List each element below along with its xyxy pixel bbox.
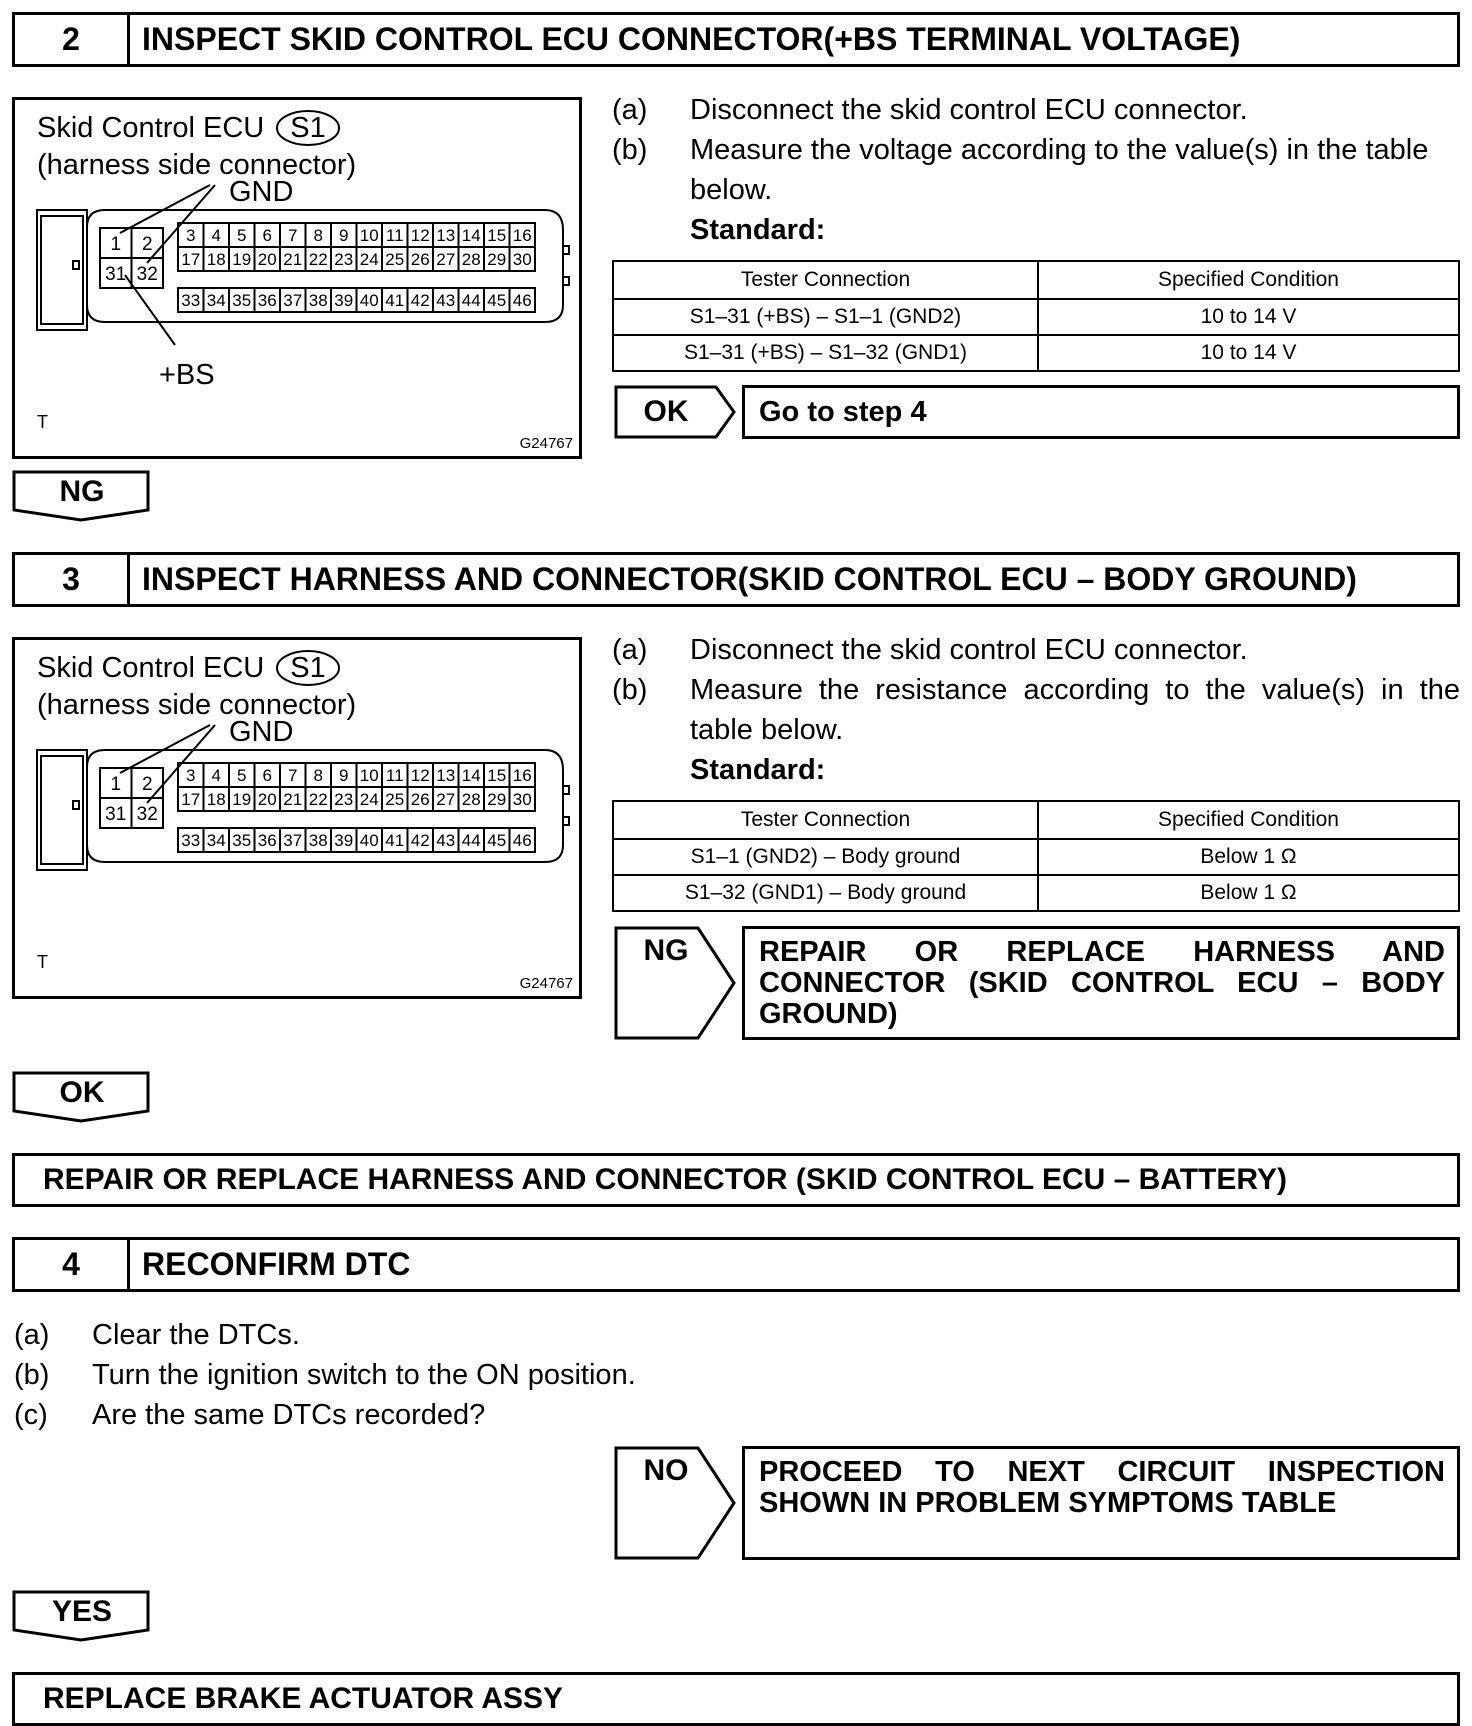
pin-number: 32 (136, 804, 158, 825)
pin-number: 28 (461, 250, 481, 269)
table-cell: 10 to 14 V (1038, 299, 1459, 335)
instruction-b (612, 670, 1460, 710)
pin-number: 19 (232, 790, 252, 809)
pin-number: 10 (359, 226, 379, 245)
pin-number: 6 (262, 766, 272, 785)
pin-number: 18 (206, 250, 226, 269)
table-header: Tester Connection (613, 801, 1038, 839)
pin-number: 39 (334, 291, 354, 310)
table-header-row (613, 261, 1459, 299)
table-cell: Below 1 Ω (1038, 875, 1459, 911)
step3-instructions (612, 630, 1460, 790)
step-title: INSPECT HARNESS AND CONNECTOR(SKID CONTROL ECU – BODY GROUND) (142, 561, 1357, 597)
figure-title: Skid Control ECU (37, 652, 265, 684)
connector-diagram (15, 175, 575, 425)
pin-number: 26 (410, 250, 430, 269)
table-cell: S1–1 (GND2) – Body ground (613, 839, 1038, 875)
pin-number: 6 (262, 226, 272, 245)
pin-number: 34 (206, 831, 226, 850)
pin-number: 38 (308, 291, 328, 310)
table-cell: Below 1 Ω (1038, 839, 1459, 875)
step3-ok-action: REPAIR OR REPLACE HARNESS AND CONNECTOR (SKID CONTROL ECU – BATTERY) (12, 1153, 1460, 1207)
pin-number: 24 (359, 250, 379, 269)
pin-number: 35 (232, 831, 252, 850)
step-title: INSPECT SKID CONTROL ECU CONNECTOR(+BS TERMINAL VOLTAGE) (142, 21, 1241, 57)
no-action-line: SHOWN IN PROBLEM SYMPTOMS TABLE (759, 1487, 1337, 1519)
step4-instructions (14, 1315, 914, 1435)
table-header-row (613, 801, 1459, 839)
pin-number: 30 (512, 250, 532, 269)
corner-mark: T (37, 952, 48, 972)
pin-number: 38 (308, 831, 328, 850)
pin-number: 37 (283, 291, 303, 310)
pin-number: 36 (257, 291, 277, 310)
pin-number: 44 (461, 291, 481, 310)
pin-number: 42 (410, 831, 430, 850)
pin-number: 17 (181, 790, 201, 809)
pin-number: 29 (487, 790, 507, 809)
pin-number: 22 (308, 250, 328, 269)
pin-number: 17 (181, 250, 201, 269)
step-number: 2 (15, 15, 130, 64)
pin-number: 42 (410, 291, 430, 310)
ng-action (742, 926, 1460, 1040)
instruction-label: (a) (612, 94, 648, 126)
pin-number: 33 (181, 291, 201, 310)
figure-title: Skid Control ECU (37, 112, 265, 144)
figure-subtitle: (harness side connector) (37, 689, 357, 721)
instruction-text: Measure the resistance according to the value(s) in the (690, 674, 1460, 706)
pin-number: 37 (283, 831, 303, 850)
pin-number: 14 (461, 226, 481, 245)
pin-number: 1 (110, 234, 122, 255)
pin-number: 4 (211, 766, 221, 785)
pin-number: 10 (359, 766, 379, 785)
standard-label: Standard: (690, 754, 826, 786)
instruction-a (14, 1315, 914, 1355)
pin-number: 18 (206, 790, 226, 809)
instruction-label: (a) (612, 634, 648, 666)
table-cell: S1–31 (+BS) – S1–1 (GND2) (613, 299, 1038, 335)
pin-number: 11 (385, 766, 404, 785)
pin-number: 27 (436, 790, 456, 809)
pin-number: 29 (487, 250, 507, 269)
instruction-b-cont (612, 170, 1462, 210)
instruction-label: (a) (14, 1319, 50, 1351)
standard-label: Standard: (690, 214, 826, 246)
pin-number: 19 (232, 250, 252, 269)
table-cell: 10 to 14 V (1038, 335, 1459, 371)
step2-connector-figure (12, 97, 582, 459)
pin-number: 2 (141, 774, 153, 795)
pin-number: 46 (512, 291, 532, 310)
pin-number: 23 (334, 250, 354, 269)
table-row (613, 335, 1459, 371)
pin-number: 12 (410, 226, 430, 245)
pin-number: 5 (237, 226, 247, 245)
bs-label: +BS (159, 359, 215, 391)
pin-number: 31 (105, 264, 127, 285)
table-cell: S1–31 (+BS) – S1–32 (GND1) (613, 335, 1038, 371)
pin-number: 25 (385, 250, 405, 269)
instruction-label: (b) (14, 1359, 50, 1391)
pin-number: 7 (288, 226, 298, 245)
step3-header (12, 552, 1460, 607)
ng-label: NG (643, 934, 689, 967)
pin-number: 8 (313, 766, 323, 785)
pin-number: 1 (110, 774, 122, 795)
figure-subtitle: (harness side connector) (37, 149, 357, 181)
instruction-text: Are the same DTCs recorded? (92, 1399, 486, 1431)
step4-yes-action: REPLACE BRAKE ACTUATOR ASSY (12, 1672, 1460, 1726)
step-number: 3 (15, 555, 130, 604)
pin-number: 40 (359, 291, 379, 310)
pin-number: 35 (232, 291, 252, 310)
pin-number: 46 (512, 831, 532, 850)
instruction-text-cont: table below. (690, 714, 844, 746)
pin-number: 5 (237, 766, 247, 785)
instruction-text: Measure the voltage according to the value(s) in the table (690, 134, 1429, 166)
pin-number: 43 (436, 831, 456, 850)
pin-number: 3 (186, 226, 196, 245)
figure-code: G24767 (519, 435, 573, 452)
no-label: NO (643, 1454, 689, 1487)
pin-number: 41 (385, 291, 405, 310)
pin-number: 41 (385, 831, 405, 850)
pin-number: 36 (257, 831, 277, 850)
instruction-b (612, 130, 1462, 170)
step-number: 4 (15, 1240, 130, 1289)
pin-number: 13 (436, 766, 456, 785)
pin-number: 27 (436, 250, 456, 269)
pin-number: 11 (385, 226, 404, 245)
table-header: Specified Condition (1038, 261, 1459, 299)
step-title: RECONFIRM DTC (142, 1246, 411, 1282)
figure-code: G24767 (519, 975, 573, 992)
table-header: Specified Condition (1038, 801, 1459, 839)
pin-number: 24 (359, 790, 379, 809)
instruction-b-cont (612, 710, 1460, 750)
pin-number: 15 (487, 226, 507, 245)
pin-number: 39 (334, 831, 354, 850)
pin-number: 9 (339, 226, 349, 245)
instruction-label: (b) (612, 134, 648, 166)
corner-mark: T (37, 412, 48, 432)
instruction-text: Disconnect the skid control ECU connector. (690, 94, 1248, 126)
no-action (742, 1446, 1460, 1560)
pin-number: 16 (512, 226, 532, 245)
instruction-text: Clear the DTCs. (92, 1319, 300, 1351)
pin-number: 12 (410, 766, 430, 785)
pin-number: 40 (359, 831, 379, 850)
step4-header (12, 1237, 1460, 1292)
instruction-text-cont: below. (690, 174, 773, 206)
instruction-label: (c) (14, 1399, 48, 1431)
pin-number: 28 (461, 790, 481, 809)
table-row (613, 299, 1459, 335)
table-cell: S1–32 (GND1) – Body ground (613, 875, 1038, 911)
pin-number: 32 (136, 264, 158, 285)
no-action-line: PROCEED TO NEXT CIRCUIT INSPECTION (759, 1456, 1445, 1488)
standard-row (612, 750, 1460, 790)
standard-row (612, 210, 1462, 250)
pin-number: 25 (385, 790, 405, 809)
pin-number: 22 (308, 790, 328, 809)
pin-number: 31 (105, 804, 127, 825)
pin-number: 20 (257, 790, 277, 809)
pin-number: 8 (313, 226, 323, 245)
ng-label: NG (59, 475, 105, 508)
pin-number: 45 (487, 291, 507, 310)
pin-number: 16 (512, 766, 532, 785)
instruction-text: Disconnect the skid control ECU connector. (690, 634, 1248, 666)
ok-label: OK (59, 1076, 105, 1109)
pin-number: 14 (461, 766, 481, 785)
step2-header (12, 12, 1460, 67)
pin-number: 2 (141, 234, 153, 255)
gnd-label: GND (229, 176, 294, 208)
table-header: Tester Connection (613, 261, 1038, 299)
ok-label: OK (643, 395, 689, 428)
step2-spec-table (612, 260, 1460, 372)
pin-number: 26 (410, 790, 430, 809)
pin-number: 21 (283, 250, 303, 269)
ng-action-line: GROUND) (759, 998, 898, 1030)
instruction-b (14, 1355, 914, 1395)
pin-number: 30 (512, 790, 532, 809)
yes-label: YES (51, 1595, 113, 1628)
pin-number: 9 (339, 766, 349, 785)
table-row (613, 839, 1459, 875)
gnd-label: GND (229, 716, 294, 748)
pin-number: 20 (257, 250, 277, 269)
pin-number: 34 (206, 291, 226, 310)
table-row (613, 875, 1459, 911)
connector-tag: S1 (290, 652, 326, 684)
instruction-label: (b) (612, 674, 648, 706)
ok-action: Go to step 4 (742, 385, 1460, 439)
instruction-text: Turn the ignition switch to the ON position. (92, 1359, 636, 1391)
pin-number: 15 (487, 766, 507, 785)
instruction-c (14, 1395, 914, 1435)
pin-number: 4 (211, 226, 221, 245)
connector-diagram (15, 715, 575, 965)
pin-number: 33 (181, 831, 201, 850)
ng-action-line: REPAIR OR REPLACE HARNESS AND (759, 936, 1445, 968)
pin-number: 23 (334, 790, 354, 809)
pin-number: 3 (186, 766, 196, 785)
pin-number: 45 (487, 831, 507, 850)
pin-number: 44 (461, 831, 481, 850)
step3-connector-figure (12, 637, 582, 999)
instruction-a (612, 90, 1462, 130)
ng-action-line: CONNECTOR (SKID CONTROL ECU – BODY (759, 967, 1445, 999)
instruction-a (612, 630, 1460, 670)
connector-tag: S1 (290, 112, 326, 144)
pin-number: 43 (436, 291, 456, 310)
step2-instructions (612, 90, 1462, 250)
pin-number: 7 (288, 766, 298, 785)
pin-number: 13 (436, 226, 456, 245)
step3-spec-table (612, 800, 1460, 912)
pin-number: 21 (283, 790, 303, 809)
